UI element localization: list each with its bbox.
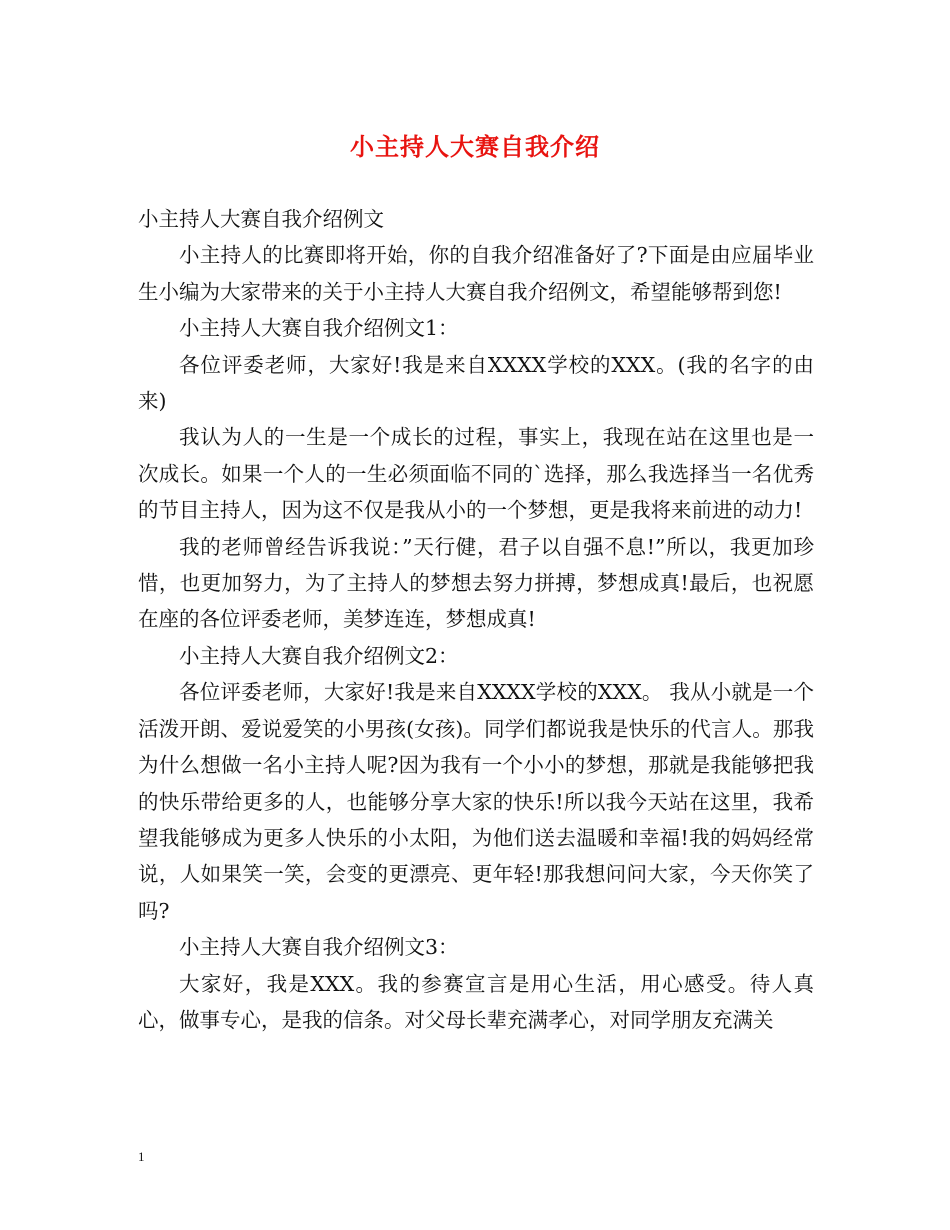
paragraph-subtitle: 小主持人大赛自我介绍例文 — [138, 207, 384, 231]
paragraph-example-1-teacher: 我的老师曾经告诉我说：”天行健，君子以自强不息!”所以，我更加珍惜，也更加努力，为了主持人的梦想去努力拼搏，梦想成真!最后，也祝愿在座的各位评委老师，美梦连连，梦想成真! — [138, 534, 814, 632]
paragraph-example-1-growth: 我认为人的一生是一个成长的过程，事实上，我现在站在这里也是一次成长。如果一个人的一生必须面临不同的`选择，那么我选择当一名优秀的节目主持人，因为这不仅是我从小的一个梦想，更是我将来前进的动力! — [138, 425, 814, 523]
document-title: 小主持人大赛自我介绍 — [350, 132, 600, 161]
paragraph-example-1-greeting: 各位评委老师，大家好!我是来自XXXX学校的XXX。(我的名字的由来) — [138, 352, 814, 414]
paragraph-heading-example-3: 小主持人大赛自我介绍例文3： — [179, 935, 459, 960]
paragraph-heading-example-1: 小主持人大赛自我介绍例文1： — [179, 316, 459, 341]
paragraph-heading-example-2: 小主持人大赛自我介绍例文2： — [179, 643, 459, 668]
paragraph-intro: 小主持人的比赛即将开始，你的自我介绍准备好了?下面是由应届毕业生小编为大家带来的关于小主持人大赛自我介绍例文，希望能够帮到您! — [138, 243, 814, 304]
paragraph-example-3-body: 大家好，我是XXX。我的参赛宣言是用心生活，用心感受。待人真心，做事专心，是我的信条。对父母长辈充满孝心，对同学朋友充满关 — [138, 971, 814, 1032]
paragraph-example-2-body: 各位评委老师，大家好!我是来自XXXX学校的XXX。 我从小就是一个活泼开朗、爱说爱笑的小男孩(女孩)。同学们都说我是快乐的代言人。那我为什么想做一名小主持人呢?因为我有一个小小的梦想，那就是我能够把我的快乐带给更多的人，也能够分享大家的快乐!所以我今天站在这里，我希望我能够成为更多人快乐的小太阳，为他们送去温暖和幸福!我的妈妈经常说，人如果笑一笑，会变的更漂亮、更年轻!那我想问问大家，今天你笑了吗? — [138, 680, 814, 923]
page-number: 1 — [138, 1149, 145, 1164]
document-body — [138, 201, 814, 1038]
